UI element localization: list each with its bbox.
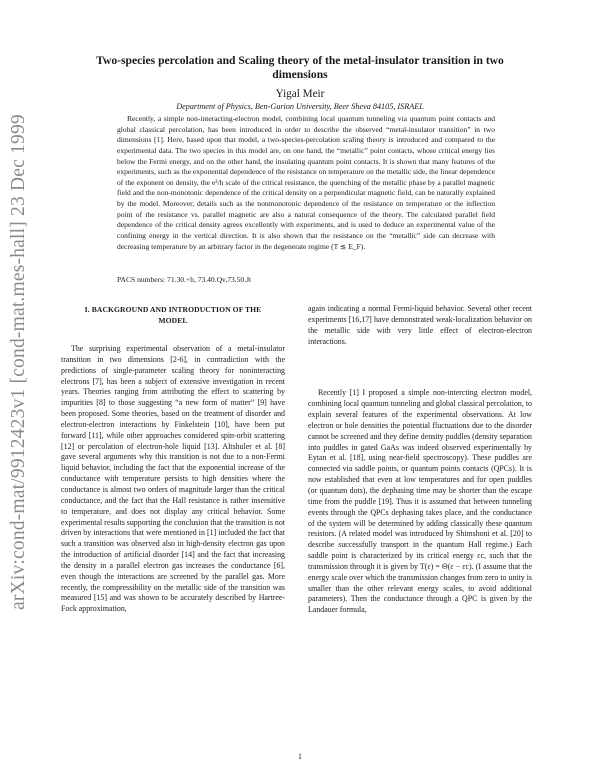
left-paragraph-1: The surprising experimental observation of a metal-insulator transition in two dimensions [2-6], in contradiction with the predictions of single-parameter scaling theory for noninteracting electrons [7], has been a subject of extensive investigation in recent years. Theories ranging from attributing the effect to scattering by impurities [8] to those suggesting “a new form of matter” [9] have been proposed. Some theories, based on the treatment of disorder and electron-electron interactions by Finkelstein [10], have been put forward [11], while other approaches considered spin-orbit scattering [12] or percolation of electron-hole liquid [13]. Altshuler et al. [8] gave several arguments why this transition is not due to a non-Fermi liquid behavior, including the fact that the exponential increase of the conductance with temperature persists to high densities where the conductance is almost two orders of magnitude larger than the critical conductance, and the fact that the Hall resistance is rather insensitive to temperature, and does not display any critical behavior. Some experimental results supporting the conclusion that the transition is not driven by interactions that were mentioned in [1] included the fact that such a transition was observed also in high-density electron gas upon the introduction of artificial disorder [14] and the fact that increasing the density in a parallel electron gas increases the conductance [6], even though the interactions are screened by the parallel gas. More recently, the compressibility on the metallic side of the transition was measured [15] and was shown to be accurately described by Hartree-Fock approximation, — [61, 344, 285, 614]
abstract: Recently, a simple non-interacting-electron model, combining local quantum tunneling via quantum point contacts and global classical percolation, has been introduced in order to describe the observed “metal-insulator transition” in two dimensions [1]. Here, based upon that model, a two-species-percolation scaling theory is introduced and compared to the experimental data. The two species in this model are, on one hand, the “metallic” point contacts, whose critical energy lies below the Fermi energy, and on the other hand, the insulating quantum point contacts. It is shown that many features of the experiments, such as the exponential dependence of the resistance on temperature on the metallic side, the linear dependence of the exponent on density, the e²/h scale of the critical resistance, the quenching of the metallic phase by a parallel magnetic field and the non-monotonic dependence of the critical density on a perpendicular magnetic field, can be naturally explained by the model. Moreover, details such as the nonmonotonic dependence of the resistance on temperature or the inflection point of the resistance vs. parallel magnetic are also a natural consequence of the theory. The calculated parallel field dependence of the critical density agrees excellently with experiments, and is used to deduce an experimental value of the confining energy in the vertical direction. It is also shown that the resistance on the “metallic” side can decrease with decreasing temperature by an arbitrary factor in the degenerate regime (T ≲ E_F). — [117, 114, 495, 251]
arxiv-identifier-stamp[interactable]: arXiv:cond-mat/9912423v1 [cond-mat.mes-hall] 23 Dec 1999 — [8, 114, 29, 610]
right-paragraph-2: Recently [1] I proposed a simple non-intercting electron model, combining local quantum tunneling and global classical percolation, to explain several features of the experimental observations. At low electron or hole densities the potential fluctuations due to the disorder cannot be screened and they define density puddles (density separation into puddles in gated GaAs was indeed observed experimentally by Eytan et al. [18], using near-field spectroscopy). These puddles are connected via saddle points, or quantum points contacts (QPCs). It is now established that even at low temperatures and for open puddles (or quantum dots), the dephasing time may be shorter than the escape time from the puddle [19]. Thus it is assumed that between tunneling events through the QPCs dephasing takes place, and the conductance of the system will be determined by adding classically these quantum resistors. (A related model was introduced by Shimshoni et al. [20] to describe successfully transport in the quantum Hall regime.) Each saddle point is characterized by its critical energy εc, such that the transmission through it is given by T(ε) = Θ(ε − εc). (I assume that the energy scale over which the transmission changes from zero to unity is smaller than the other relevant energy scales, to avoid additional parameters). Then the conductance through a QPC is given by the Landauer formula, — [308, 388, 532, 615]
pacs-numbers: PACS numbers: 71.30.+h, 73.40.Qv,73.50.Jt — [117, 275, 252, 284]
page-number: 1 — [298, 752, 302, 761]
paper-title: Two-species percolation and Scaling theory of the metal-insulator transition in two dimensions — [96, 54, 504, 81]
author-affiliation: Department of Physics, Ben-Gurion University, Beer Sheva 84105, ISRAEL — [176, 102, 424, 111]
left-column — [61, 298, 285, 615]
section-heading: I. BACKGROUND AND INTRODUCTION OF THE MODEL — [84, 305, 262, 325]
right-paragraph-1: again indicating a normal Fermi-liquid behavior. Several other recent experiments [16,17] have demonstrated weak-localization behavior on the metallic side with very little effect of electron-electron interactions. — [308, 304, 532, 346]
right-column — [308, 304, 532, 616]
author-name: Yigal Meir — [275, 88, 325, 100]
column-gap — [308, 347, 532, 388]
